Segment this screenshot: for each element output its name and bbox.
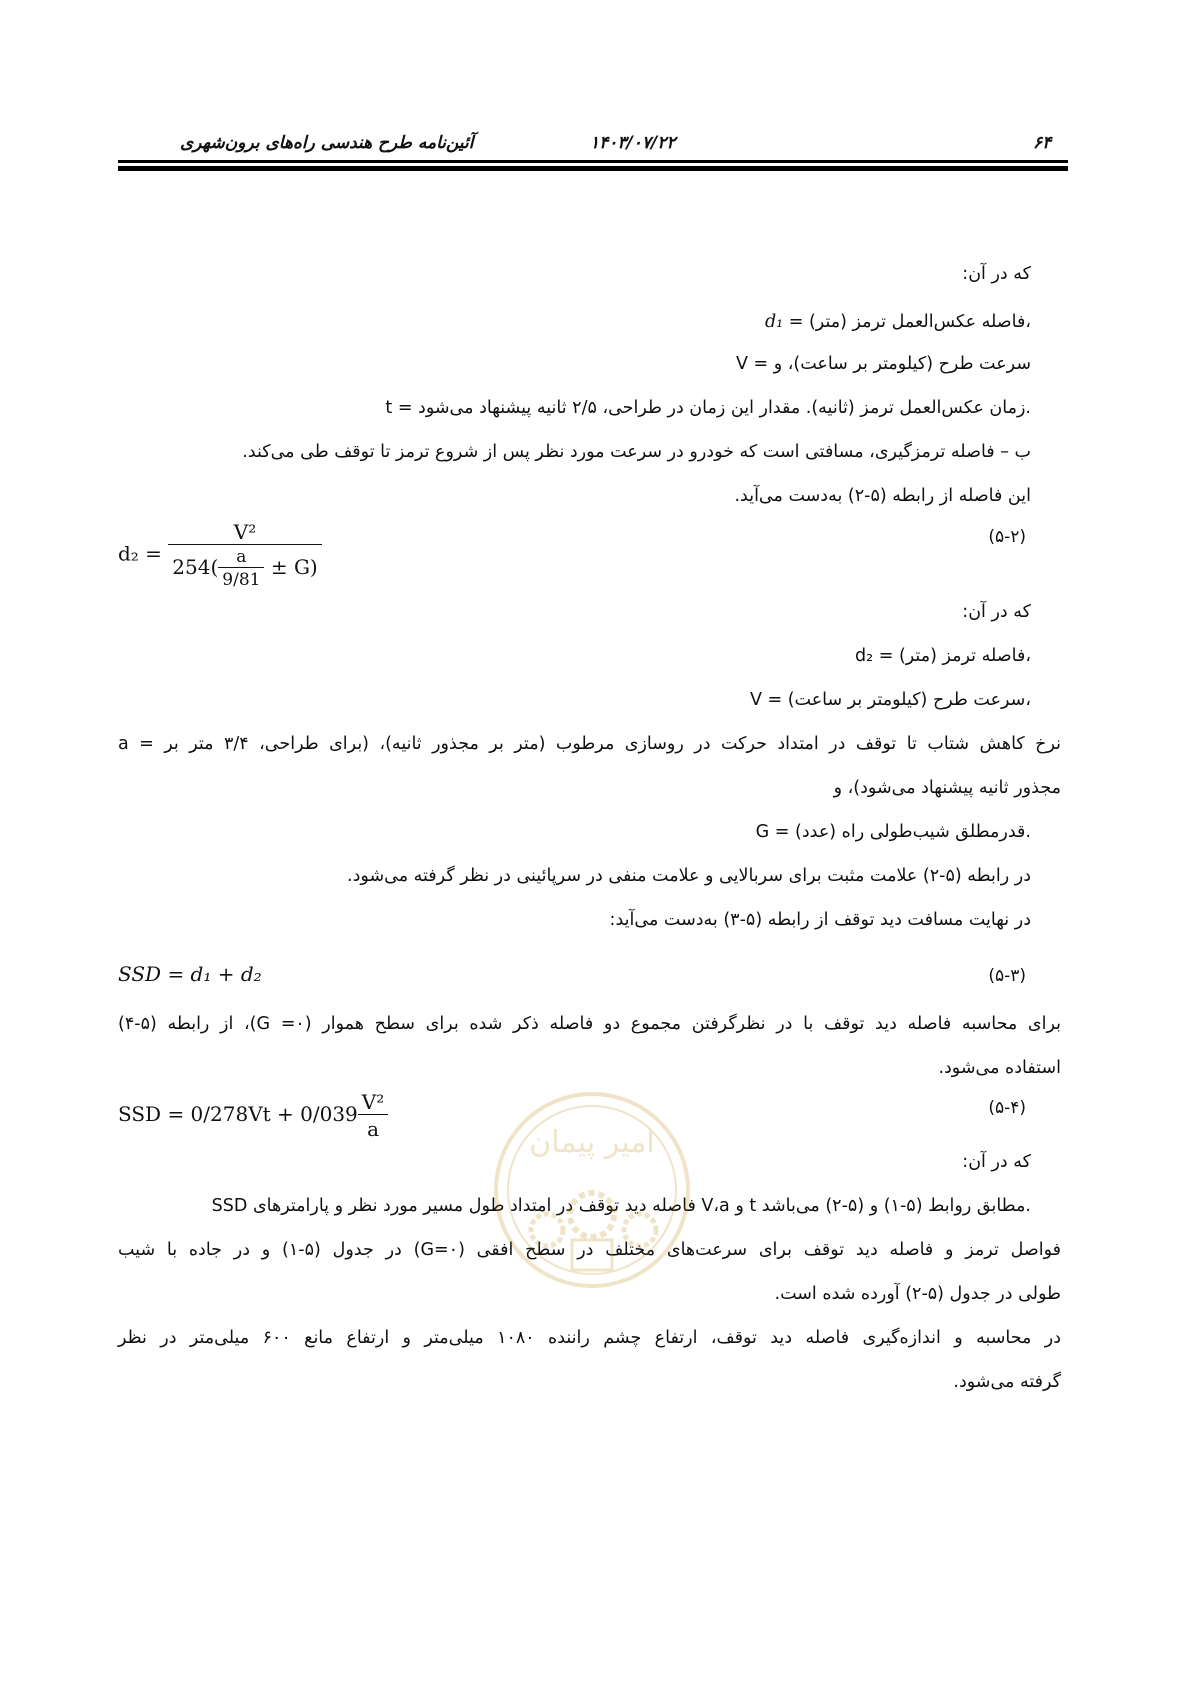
equation-label-5-3: (۵-۳) [988, 966, 1026, 986]
text-line: در رابطه (۵-۲) علامت مثبت برای سربالایی و علامت منفی در سرپائینی در نظر گرفته می‌شود. [347, 866, 1031, 886]
eq4-numerator: V² [361, 1090, 385, 1114]
text-line: a = نرخ کاهش شتاب تا توقف در امتداد حرکت در روسازی مرطوب (متر بر مجذور ثانیه)، (برای طراحی، ۳/۴ متر بر [118, 734, 1062, 754]
header-page-number: ۶۴ [1033, 133, 1052, 153]
text-line: V = سرعت طرح (کیلومتر بر ساعت)، [749, 690, 1031, 710]
text-line: که در آن: [962, 1152, 1031, 1172]
watermark-text: امیر پیمان [529, 1125, 655, 1160]
text-line: در نهایت مسافت دید توقف از رابطه (۵-۳) به‌دست می‌آید: [609, 910, 1031, 930]
header-rule-thin [118, 160, 1068, 163]
text-line: SSD فاصله دید توقف در امتداد طول مسیر مورد نظر و پارامترهای V،a و t مطابق روابط (۵-۱) و (۵-۲) می‌باشد. [211, 1196, 1031, 1216]
eq2-den-part: ± G) [264, 555, 318, 579]
text-line: که در آن: [962, 602, 1031, 622]
eq2-numerator: V² [233, 520, 257, 544]
d1-definition: = فاصله عکس‌العمل ترمز (متر)، [783, 312, 1031, 332]
equation-label-5-2: (۵-۲) [988, 527, 1026, 547]
eq2-fraction [168, 520, 321, 590]
text-line: مجذور ثانیه پیشنهاد می‌شود)، و [833, 778, 1061, 798]
text-line: d₂ = فاصله ترمز (متر)، [855, 646, 1031, 666]
eq4-lhs: SSD = 0/278Vt + 0/039 [118, 1102, 358, 1126]
eq2-inner-fraction [218, 547, 264, 590]
watermark-logo [492, 1090, 692, 1290]
equation-5-4 [118, 1090, 388, 1141]
text-line: برای محاسبه فاصله دید توقف با در نظرگرفتن مجموع دو فاصله ذکر شده برای سطح هموار (G =۰)، از رابطه (۵-۴) [118, 1014, 1062, 1034]
text-line: V = سرعت طرح (کیلومتر بر ساعت)، و [735, 354, 1031, 374]
text-line: t = زمان عکس‌العمل ترمز (ثانیه). مقدار این زمان در طراحی، ۲/۵ ثانیه پیشنهاد می‌شود. [385, 398, 1031, 418]
eq2-lhs: d₂ = [118, 541, 162, 566]
text-line: گرفته می‌شود. [953, 1372, 1061, 1392]
text-line: فواصل ترمز و فاصله دید توقف برای سرعت‌های مختلف در سطح افقی (G=۰) در جدول (۵-۱) و در جاده با شیب [118, 1240, 1061, 1260]
text-line: این فاصله از رابطه (۵-۲) به‌دست می‌آید. [734, 486, 1031, 506]
eq2-denominator [168, 544, 321, 590]
header-title: آئین‌نامه طرح هندسی راه‌های برون‌شهری [180, 133, 474, 153]
eq2-den-part: 254( [172, 555, 219, 579]
text-line: استفاده می‌شود. [938, 1058, 1061, 1078]
text-line-d1 [765, 310, 1031, 334]
eq4-denominator: a [358, 1114, 388, 1141]
eq2-inner-num: a [236, 547, 247, 567]
text-line: که در آن: [962, 264, 1031, 284]
text-line: ب – فاصله ترمزگیری، مسافتی است که خودرو در سرعت مورد نظر پس از شروع ترمز تا توقف طی می‌کند. [242, 442, 1031, 462]
equation-5-3: SSD = d₁ + d₂ [118, 962, 262, 986]
text-line: G = قدرمطلق شیب‌طولی راه (عدد). [755, 822, 1031, 842]
eq4-fraction [358, 1090, 388, 1141]
eq2-inner-den: 9/81 [218, 567, 264, 590]
text-line: طولی در جدول (۵-۲) آورده شده است. [774, 1284, 1061, 1304]
var-d1: d₁ [764, 312, 784, 332]
text-line: در محاسبه و اندازه‌گیری فاصله دید توقف، ارتفاع چشم راننده ۱۰۸۰ میلی‌متر و ارتفاع مانع ۶۰۰ میلی‌متر در نظر [118, 1328, 1062, 1348]
header-date: ۱۴۰۳/۰۷/۲۲ [590, 133, 676, 153]
equation-label-5-4: (۵-۴) [988, 1098, 1026, 1118]
page-header [118, 133, 1068, 157]
header-rule-thick [118, 166, 1068, 171]
equation-5-2 [118, 520, 322, 590]
